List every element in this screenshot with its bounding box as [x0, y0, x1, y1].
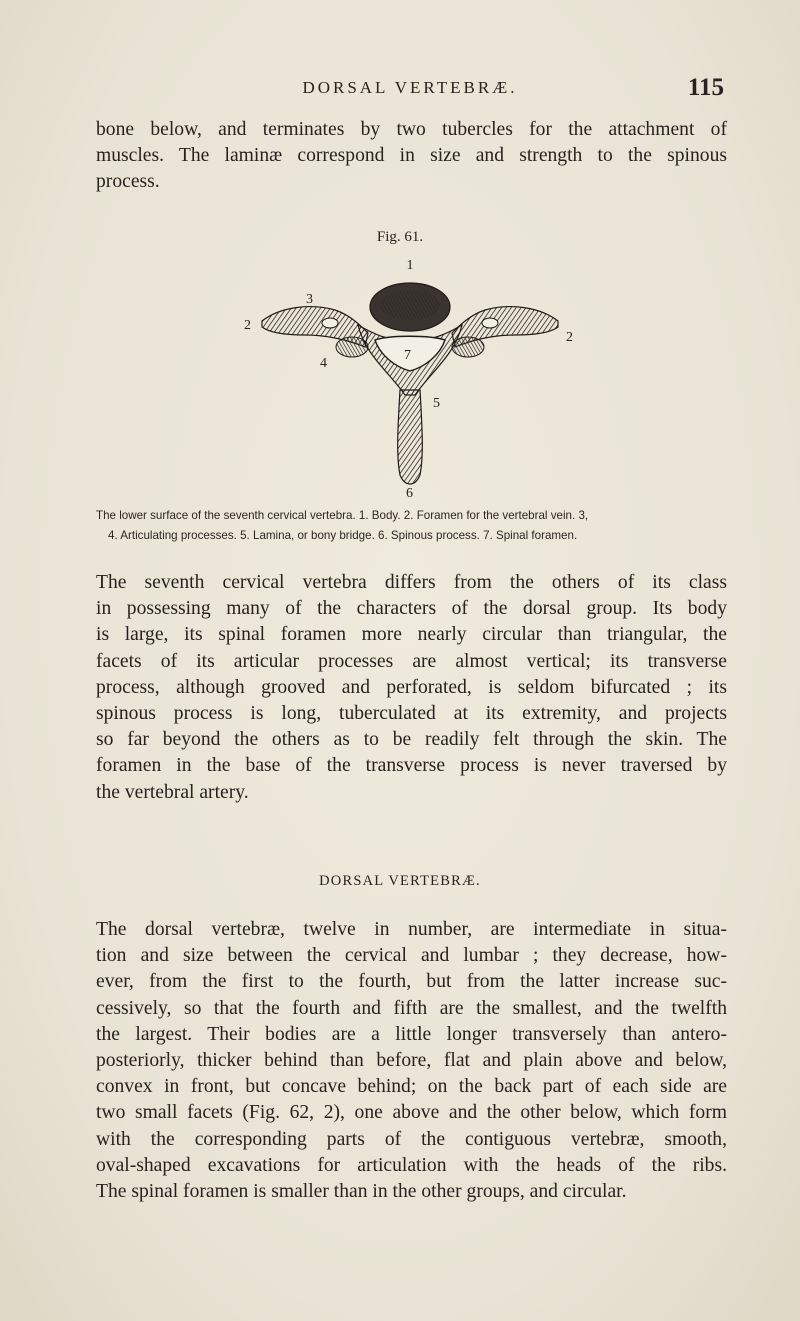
text-line: process, although grooved and perforated, is seldom bifurcated ; its [96, 676, 727, 698]
text-line: the vertebral artery. [96, 781, 249, 803]
left-articular-process [336, 337, 368, 357]
paragraph-dorsal [96, 917, 727, 1205]
text-line: process. [96, 171, 160, 193]
text-line: in possessing many of the characters of the dorsal group. Its body [96, 598, 727, 620]
text-line: ever, from the first to the fourth, but from the latter increase suc- [96, 971, 727, 993]
right-articular-process [452, 337, 484, 357]
text-line: convex in front, but concave behind; on the back part of each side are [96, 1076, 727, 1098]
text-line: with the corresponding parts of the contiguous vertebræ, smooth, [96, 1128, 727, 1150]
running-title: DORSAL VERTEBRÆ. [302, 78, 518, 97]
text-line: bone below, and terminates by two tubercles for the attachment of [96, 119, 727, 140]
callout-1: 1 [406, 258, 414, 273]
section-heading: DORSAL VERTEBRÆ. [319, 873, 481, 889]
caption-line: The lower surface of the seventh cervical vertebra. 1. Body. 2. Foramen for the vertebral vein. 3, [96, 509, 589, 522]
text-line: The dorsal vertebræ, twelve in number, are intermediate in situa- [96, 919, 727, 940]
figure-caption [96, 506, 726, 546]
page-number: 115 [687, 74, 724, 101]
text-line: cessively, so that the fourth and fifth are the smallest, and the twelfth [96, 997, 727, 1019]
text-line: posteriorly, thicker behind than before, flat and plain above and below, [96, 1050, 727, 1072]
right-vertebral-vein-foramen [482, 318, 498, 328]
callout-7: 7 [404, 348, 411, 363]
text-line: The spinal foramen is smaller than in the other groups, and circular. [96, 1181, 627, 1203]
figure-label: Fig. 61. [376, 229, 424, 245]
spinous-process [398, 390, 423, 484]
callout-3: 3 [306, 292, 313, 307]
text-line: the largest. Their bodies are a little longer transversely than antero- [96, 1023, 727, 1045]
left-vertebral-vein-foramen [322, 318, 338, 328]
text-line: so far beyond the others as to be readily felt through the skin. The [96, 729, 727, 751]
body-surface [380, 290, 440, 320]
text-line: tion and size between the cervical and lumbar ; they decrease, how- [96, 945, 727, 967]
running-head [96, 74, 724, 104]
callout-6: 6 [406, 486, 413, 500]
text-line: is large, its spinal foramen more nearly circular than triangular, the [96, 624, 727, 646]
paragraph-top [96, 117, 727, 196]
paragraph-seventh-cervical [96, 570, 727, 806]
caption-line: 4. Articulating processes. 5. Lamina, or bony bridge. 6. Spinous process. 7. Spinal foramen. [108, 529, 578, 542]
callout-5: 5 [433, 396, 440, 411]
text-line: facets of its articular processes are almost vertical; its transverse [96, 650, 727, 672]
text-line: spinous process is long, tuberculated at its extremity, and projects [96, 703, 727, 725]
text-line: oval-shaped excavations for articulation with the heads of the ribs. [96, 1154, 727, 1176]
callout-2-right: 2 [566, 330, 573, 345]
vertebra-engraving [240, 255, 580, 500]
callout-4: 4 [320, 356, 327, 371]
callout-2-left: 2 [244, 318, 251, 333]
text-line: two small facets (Fig. 62, 2), one above and the other below, which form [96, 1102, 727, 1124]
text-line: The seventh cervical vertebra differs from the others of its class [96, 572, 727, 593]
text-line: muscles. The laminæ correspond in size and strength to the spinous [96, 145, 727, 167]
text-line: foramen in the base of the transverse process is never traversed by [96, 755, 727, 777]
vertebra-illustration [240, 255, 580, 500]
